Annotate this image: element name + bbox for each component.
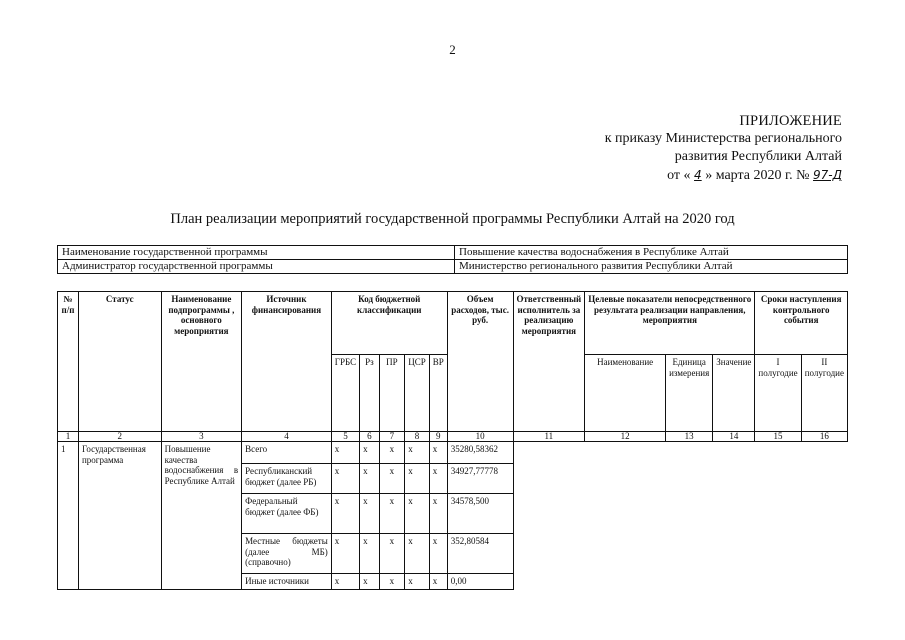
code-cell: x xyxy=(429,574,447,590)
column-number: 3 xyxy=(161,432,242,442)
volume-cell: 34927,77778 xyxy=(447,464,513,494)
column-number: 14 xyxy=(713,432,755,442)
header-pr: ПР xyxy=(379,355,405,432)
volume-cell: 35280,58362 xyxy=(447,442,513,464)
table-row xyxy=(58,442,848,464)
date-middle: » марта 2020 г. № xyxy=(705,168,810,183)
header-num: № п/п xyxy=(58,292,79,432)
code-cell: x xyxy=(405,534,430,574)
column-number: 9 xyxy=(429,432,447,442)
code-cell: x xyxy=(331,574,359,590)
appendix-title: ПРИЛОЖЕНИЕ xyxy=(739,113,842,129)
date-day: 4 xyxy=(694,168,702,182)
source-label: Республиканский бюджет (далее РБ) xyxy=(242,464,332,494)
code-cell: x xyxy=(379,574,405,590)
row-name: Повышение качества водоснабжения в Республике Алтай xyxy=(161,442,242,590)
info-label: Наименование государственной программы xyxy=(58,246,455,260)
code-cell: x xyxy=(379,442,405,464)
code-cell: x xyxy=(331,534,359,574)
header-budget-code: Код бюджетной классификации xyxy=(331,292,447,355)
column-number: 6 xyxy=(360,432,380,442)
volume-cell: 0,00 xyxy=(447,574,513,590)
source-label: Иные источники xyxy=(242,574,332,590)
column-number: 11 xyxy=(513,432,585,442)
header-executor: Ответственный исполнитель за реализацию мероприятия xyxy=(513,292,585,432)
column-number: 7 xyxy=(379,432,405,442)
column-number: 1 xyxy=(58,432,79,442)
code-cell: x xyxy=(360,442,380,464)
empty-area xyxy=(513,442,847,590)
plan-title: План реализации мероприятий государственной программы Республики Алтай на 2020 год xyxy=(170,211,735,227)
code-cell: x xyxy=(331,464,359,494)
appendix-date-line xyxy=(605,166,842,185)
code-cell: x xyxy=(331,442,359,464)
plan-table xyxy=(57,291,848,590)
column-number: 10 xyxy=(447,432,513,442)
header-vr: ВР xyxy=(429,355,447,432)
code-cell: x xyxy=(379,534,405,574)
header-deadlines: Сроки наступления контрольного события xyxy=(755,292,848,355)
header-rz: Рз xyxy=(360,355,380,432)
info-value: Повышение качества водоснабжения в Республике Алтай xyxy=(455,246,848,260)
header-target-unit: Единица измерения xyxy=(666,355,713,432)
row-num: 1 xyxy=(58,442,79,590)
source-label: Местные бюджеты (далее МБ)(справочно) xyxy=(242,534,332,574)
volume-cell: 352,80584 xyxy=(447,534,513,574)
code-cell: x xyxy=(379,464,405,494)
volume-cell: 34578,500 xyxy=(447,494,513,534)
code-cell: x xyxy=(405,442,430,464)
code-cell: x xyxy=(360,494,380,534)
code-cell: x xyxy=(429,464,447,494)
header-half-1: I полугодие xyxy=(755,355,801,432)
row-status: Государственная программа xyxy=(78,442,161,590)
info-row xyxy=(58,260,848,274)
appendix-line-3: развития Республики Алтай xyxy=(674,149,842,164)
header-row-1 xyxy=(58,292,848,355)
code-cell: x xyxy=(360,574,380,590)
info-value: Министерство регионального развития Республики Алтай xyxy=(455,260,848,274)
header-half-2: II полугодие xyxy=(801,355,847,432)
code-cell: x xyxy=(331,494,359,534)
code-cell: x xyxy=(379,494,405,534)
header-source: Источник финансирования xyxy=(242,292,332,432)
header-target-value: Значение xyxy=(713,355,755,432)
code-cell: x xyxy=(360,464,380,494)
column-numbers-row xyxy=(58,432,848,442)
program-info-table xyxy=(57,245,848,274)
column-number: 8 xyxy=(405,432,430,442)
source-label: Всего xyxy=(242,442,332,464)
appendix-line-2: к приказу Министерства регионального xyxy=(604,131,842,146)
column-number: 4 xyxy=(242,432,332,442)
column-number: 16 xyxy=(801,432,847,442)
code-cell: x xyxy=(405,574,430,590)
header-name: Наименование подпрограммы , основного мероприятия xyxy=(161,292,242,432)
code-cell: x xyxy=(429,442,447,464)
info-label: Администратор государственной программы xyxy=(58,260,455,274)
header-volume: Объем расходов, тыс. руб. xyxy=(447,292,513,432)
code-cell: x xyxy=(429,494,447,534)
column-number: 13 xyxy=(666,432,713,442)
header-status: Статус xyxy=(78,292,161,432)
column-number: 12 xyxy=(585,432,666,442)
source-label: Федеральный бюджет (далее ФБ) xyxy=(242,494,332,534)
page-number: 2 xyxy=(449,42,456,57)
appendix-block xyxy=(605,112,842,185)
order-number: 97-Д xyxy=(813,168,842,182)
date-prefix: от « xyxy=(667,168,691,183)
header-grbs: ГРБС xyxy=(331,355,359,432)
column-number: 2 xyxy=(78,432,161,442)
column-number: 5 xyxy=(331,432,359,442)
code-cell: x xyxy=(360,534,380,574)
code-cell: x xyxy=(429,534,447,574)
info-row xyxy=(58,246,848,260)
header-targets: Целевые показатели непосредственного результата реализации направления, мероприятия xyxy=(585,292,755,355)
code-cell: x xyxy=(405,464,430,494)
code-cell: x xyxy=(405,494,430,534)
header-csr: ЦСР xyxy=(405,355,430,432)
column-number: 15 xyxy=(755,432,801,442)
header-target-name: Наименование xyxy=(585,355,666,432)
